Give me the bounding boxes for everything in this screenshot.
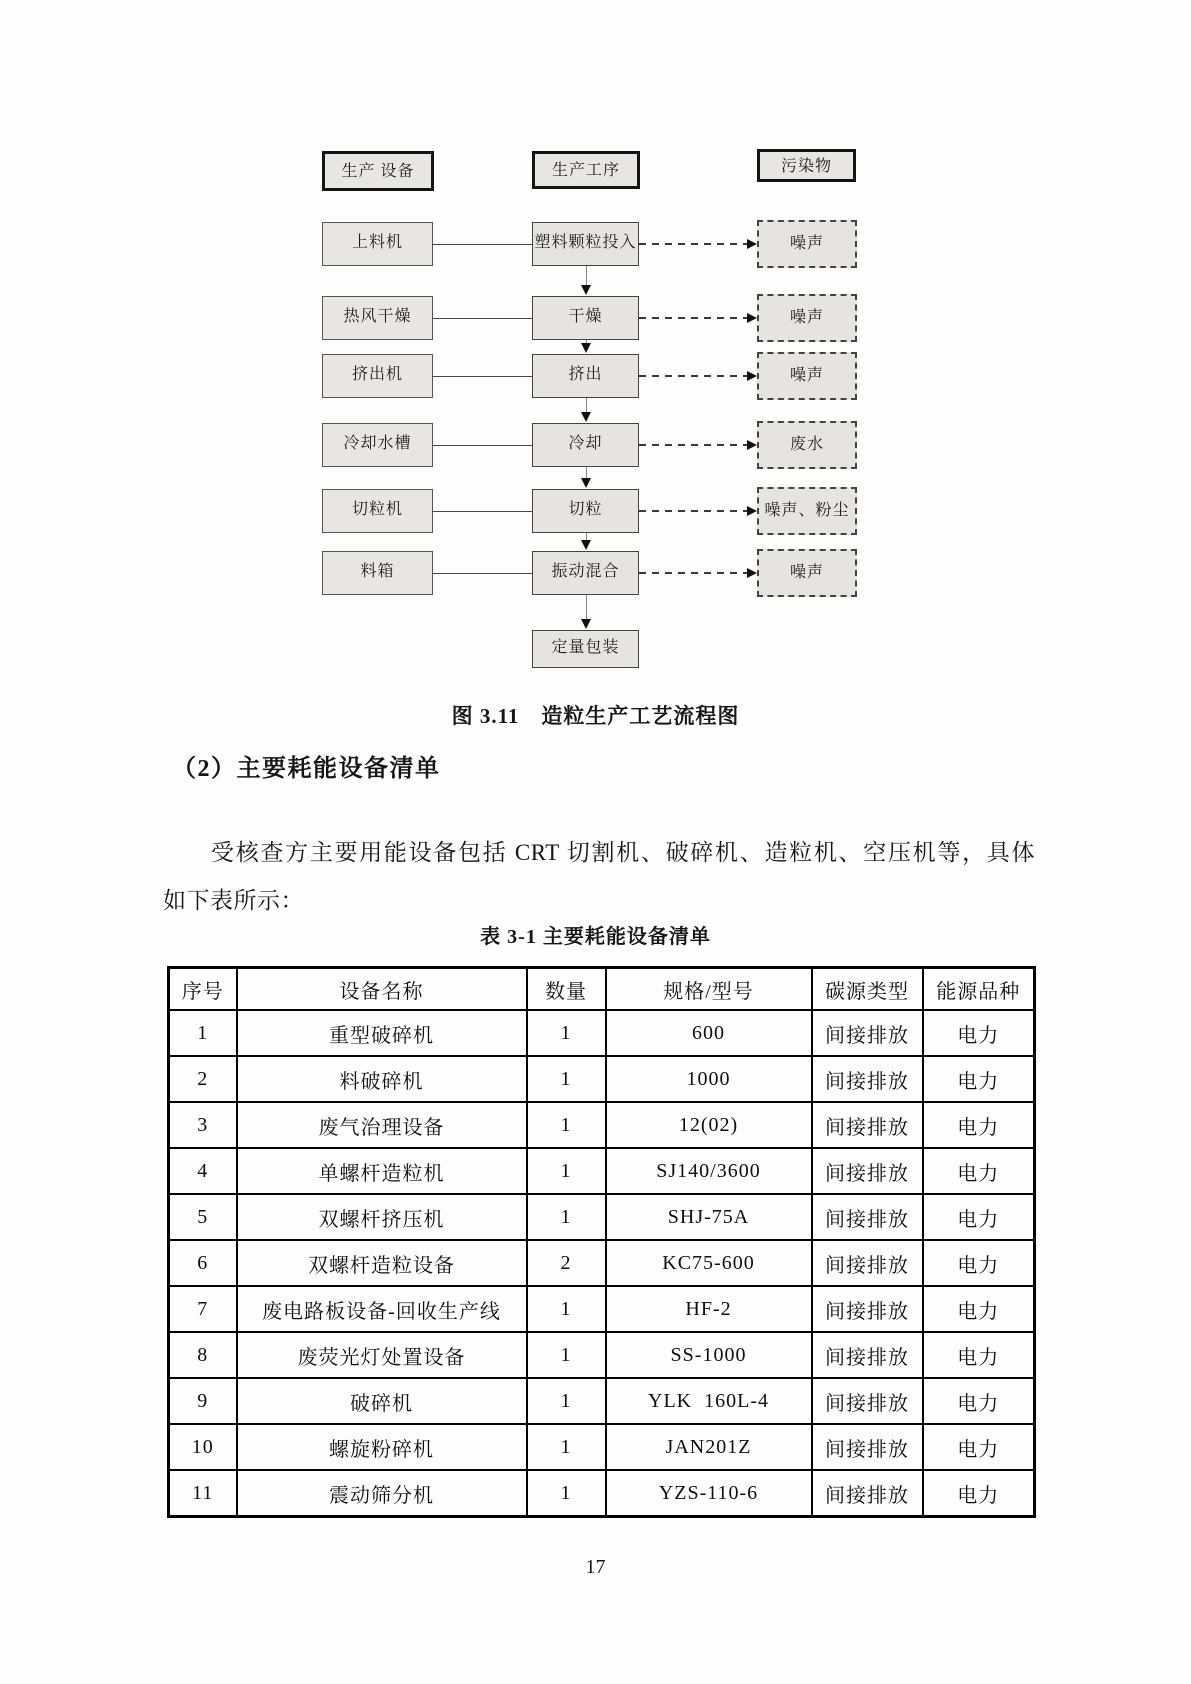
table-cell: 间接排放: [812, 1332, 923, 1378]
arrow-right-icon: [747, 313, 757, 323]
flow-box-process: 干燥: [532, 296, 639, 340]
flow-box-process: 冷却: [532, 423, 639, 467]
table-cell: 电力: [923, 1424, 1035, 1470]
table-cell: 间接排放: [812, 1470, 923, 1517]
body-paragraph: [163, 829, 1035, 925]
connector-line: [586, 398, 587, 413]
arrow-right-icon: [747, 506, 757, 516]
table-cell: 重型破碎机: [237, 1010, 527, 1056]
table-cell: 间接排放: [812, 1148, 923, 1194]
table-cell: 1: [169, 1010, 237, 1056]
flow-box-pollutant: 噪声: [757, 294, 857, 342]
table-cell: 2: [169, 1056, 237, 1102]
page-number: 17: [585, 1556, 606, 1578]
column-header: 碳源类型: [812, 968, 923, 1011]
flow-box-pollutant: 噪声: [757, 352, 857, 400]
connector-line: [586, 266, 587, 286]
table-cell: 1000: [606, 1056, 812, 1102]
connector-dashed-line: [639, 444, 748, 446]
flow-box-pollutant: 噪声: [757, 549, 857, 597]
table-cell: 废气治理设备: [237, 1102, 527, 1148]
arrow-right-icon: [747, 568, 757, 578]
diagram-header-pollutant: 污染物: [757, 149, 856, 182]
table-cell: 废荧光灯处置设备: [237, 1332, 527, 1378]
table-cell: SHJ-75A: [606, 1194, 812, 1240]
table-header-row: [169, 968, 1035, 1011]
arrow-down-icon: [581, 343, 591, 353]
table-cell: 1: [527, 1148, 606, 1194]
flow-box-process: 挤出: [532, 354, 639, 398]
connector-dashed-line: [639, 510, 748, 512]
section-heading: （2）主要耗能设备清单: [172, 756, 441, 782]
connector-line: [433, 445, 532, 446]
paragraph-line: 如下表所示：: [163, 888, 304, 913]
table-cell: 7: [169, 1286, 237, 1332]
table-cell: 震动筛分机: [237, 1470, 527, 1517]
table-cell: 单螺杆造粒机: [237, 1148, 527, 1194]
table-row: [169, 1010, 1035, 1056]
table-cell: 4: [169, 1148, 237, 1194]
table-cell: YZS-110-6: [606, 1470, 812, 1517]
table-cell: 间接排放: [812, 1056, 923, 1102]
table-row: [169, 1102, 1035, 1148]
table-cell: 废电路板设备-回收生产线: [237, 1286, 527, 1332]
connector-dashed-line: [639, 243, 748, 245]
flow-box-equipment: 料箱: [322, 551, 433, 595]
table-cell: 间接排放: [812, 1194, 923, 1240]
table-row: [169, 968, 1035, 1011]
column-header: 设备名称: [237, 968, 527, 1011]
flow-box-process-final: 定量包装: [532, 630, 639, 668]
table-cell: 电力: [923, 1470, 1035, 1517]
table-cell: 电力: [923, 1102, 1035, 1148]
arrow-down-icon: [581, 285, 591, 295]
table-cell: 电力: [923, 1148, 1035, 1194]
table-cell: 1: [527, 1424, 606, 1470]
column-header: 规格/型号: [606, 968, 812, 1011]
table-cell: 电力: [923, 1286, 1035, 1332]
table-cell: 电力: [923, 1056, 1035, 1102]
table-row: [169, 1332, 1035, 1378]
table-cell: 1: [527, 1102, 606, 1148]
table-caption: 表 3-1 主要耗能设备清单: [480, 926, 711, 948]
column-header: 能源品种: [923, 968, 1035, 1011]
connector-line: [433, 244, 532, 245]
arrow-right-icon: [747, 440, 757, 450]
flow-box-process: 振动混合: [532, 551, 639, 595]
table-cell: 1: [527, 1470, 606, 1517]
table-row: [169, 1240, 1035, 1286]
table-cell: 600: [606, 1010, 812, 1056]
table-cell: 1: [527, 1010, 606, 1056]
table-cell: 破碎机: [237, 1378, 527, 1424]
table-cell: HF-2: [606, 1286, 812, 1332]
table-body: [169, 1010, 1035, 1517]
table-cell: 间接排放: [812, 1378, 923, 1424]
arrow-down-icon: [581, 478, 591, 488]
table-cell: 1: [527, 1286, 606, 1332]
connector-line: [433, 376, 532, 377]
table-cell: 2: [527, 1240, 606, 1286]
flow-box-process: 塑料颗粒投入: [532, 222, 639, 266]
table-cell: 电力: [923, 1332, 1035, 1378]
table-row: [169, 1286, 1035, 1332]
figure-caption: 图 3.11 造粒生产工艺流程图: [451, 704, 740, 728]
table-cell: 10: [169, 1424, 237, 1470]
column-header: 数量: [527, 968, 606, 1011]
table-cell: 1: [527, 1056, 606, 1102]
table-cell: 6: [169, 1240, 237, 1286]
table-cell: 间接排放: [812, 1424, 923, 1470]
table-cell: 3: [169, 1102, 237, 1148]
process-flow-diagram: [0, 0, 1191, 700]
arrow-down-icon: [581, 412, 591, 422]
flow-box-equipment: 上料机: [322, 222, 433, 266]
table-cell: 螺旋粉碎机: [237, 1424, 527, 1470]
equipment-table: [167, 966, 1036, 1518]
table-row: [169, 1470, 1035, 1517]
connector-line: [433, 318, 532, 319]
table-cell: 双螺杆造粒设备: [237, 1240, 527, 1286]
arrow-right-icon: [747, 239, 757, 249]
connector-dashed-line: [639, 572, 748, 574]
table-cell: 电力: [923, 1378, 1035, 1424]
flow-box-process: 切粒: [532, 489, 639, 533]
table-cell: KC75-600: [606, 1240, 812, 1286]
flow-box-pollutant: 噪声、粉尘: [757, 487, 857, 535]
connector-line: [586, 595, 587, 620]
table-cell: 电力: [923, 1010, 1035, 1056]
table-cell: 双螺杆挤压机: [237, 1194, 527, 1240]
connector-line: [433, 511, 532, 512]
table-cell: 8: [169, 1332, 237, 1378]
flow-box-equipment: 挤出机: [322, 354, 433, 398]
table-row: [169, 1378, 1035, 1424]
table-cell: 12(02): [606, 1102, 812, 1148]
table-cell: 间接排放: [812, 1010, 923, 1056]
table-cell: 1: [527, 1378, 606, 1424]
flow-box-equipment: 切粒机: [322, 489, 433, 533]
arrow-right-icon: [747, 371, 757, 381]
table-row: [169, 1148, 1035, 1194]
connector-line: [433, 573, 532, 574]
table-row: [169, 1194, 1035, 1240]
table-cell: 1: [527, 1332, 606, 1378]
flow-box-equipment: 冷却水槽: [322, 423, 433, 467]
table-cell: JAN201Z: [606, 1424, 812, 1470]
table-cell: 电力: [923, 1240, 1035, 1286]
flow-box-pollutant: 废水: [757, 421, 857, 469]
table-row: [169, 1056, 1035, 1102]
connector-dashed-line: [639, 317, 748, 319]
table-cell: SJ140/3600: [606, 1148, 812, 1194]
table-cell: 电力: [923, 1194, 1035, 1240]
table-cell: YLK 160L-4: [606, 1378, 812, 1424]
table-cell: 9: [169, 1378, 237, 1424]
connector-dashed-line: [639, 375, 748, 377]
arrow-down-icon: [581, 540, 591, 550]
table-cell: 11: [169, 1470, 237, 1517]
flow-box-equipment: 热风干燥: [322, 296, 433, 340]
paragraph-line: 受核查方主要用能设备包括 CRT 切割机、破碎机、造粒机、空压机等，具体: [211, 840, 1035, 865]
table-cell: 间接排放: [812, 1240, 923, 1286]
arrow-down-icon: [581, 619, 591, 629]
column-header: 序号: [169, 968, 237, 1011]
table-cell: 1: [527, 1194, 606, 1240]
table-cell: SS-1000: [606, 1332, 812, 1378]
table-cell: 间接排放: [812, 1102, 923, 1148]
table-cell: 间接排放: [812, 1286, 923, 1332]
flow-box-pollutant: 噪声: [757, 220, 857, 268]
diagram-header-process: 生产工序: [532, 151, 640, 189]
diagram-header-equipment: 生产 设备: [322, 151, 434, 191]
table-cell: 5: [169, 1194, 237, 1240]
table-row: [169, 1424, 1035, 1470]
table-cell: 料破碎机: [237, 1056, 527, 1102]
